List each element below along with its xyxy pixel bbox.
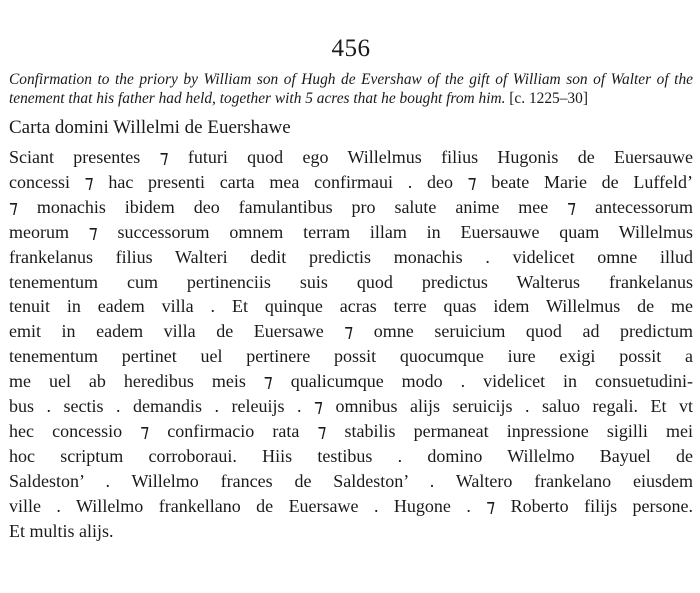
body-line: tenementum pertinet uel pertinere possit quocumque iure exigi possit a — [9, 346, 693, 367]
document-summary — [9, 70, 693, 108]
body-line: Sciant presentes ⁊ futuri quod ego Willelmus filius Hugonis de Euersauwe — [9, 147, 693, 167]
body-line: Saldeston’ . Willelmo frances de Saldeston’ . Waltero frankelano eiusdem — [9, 470, 693, 491]
charter-heading: Carta domini Willelmi de Euershawe — [9, 117, 291, 138]
summary-date: [c. 1225–30] — [509, 90, 588, 107]
body-line: concessi ⁊ hac presenti carta mea confirmaui . deo ⁊ beate Marie de Luffeld’ — [9, 171, 693, 192]
body-line: hoc scriptum corroboraui. Hiis testibus . domino Willelmo Bayuel de — [9, 445, 693, 466]
body-line: bus . sectis . demandis . releuijs . ⁊ omnibus alijs seruicijs . saluo regali. Et vt — [9, 396, 693, 417]
charter-page — [9, 34, 693, 544]
body-line: ville . Willelmo frankellano de Euersawe . Hugone . ⁊ Roberto filijs persone. — [9, 495, 693, 516]
body-line: emit in eadem villa de Euersawe ⁊ omne seruicium quod ad predictum — [9, 321, 693, 342]
body-line: tenuit in eadem villa . Et quinque acras terre quas idem Willelmus de me — [9, 296, 693, 317]
body-line: frankelanus filius Walteri dedit predictis monachis . videlicet omne illud — [9, 246, 693, 267]
body-line: meorum ⁊ successorum omnem terram illam in Euersauwe quam Willelmus — [9, 221, 693, 242]
body-line: me uel ab heredibus meis ⁊ qualicumque modo . videlicet in consuetudini- — [9, 371, 693, 392]
document-number: 456 — [331, 35, 371, 62]
body-line: hec concessio ⁊ confirmacio rata ⁊ stabilis permaneat inpressione sigilli mei — [9, 420, 693, 441]
body-line: tenementum cum pertinenciis suis quod predictus Walterus frankelanus — [9, 271, 693, 292]
body-line: ⁊ monachis ibidem deo famulantibus pro salute anime mee ⁊ antecessorum — [9, 196, 693, 217]
body-line: Et multis alijs. — [9, 520, 114, 541]
charter-body — [9, 145, 693, 544]
summary-text: Confirmation to the priory by William son of Hugh de Evershaw of the gift of William son of Walter of the tenement that his father had held, together with 5 acres that he bought from him. — [9, 71, 693, 107]
